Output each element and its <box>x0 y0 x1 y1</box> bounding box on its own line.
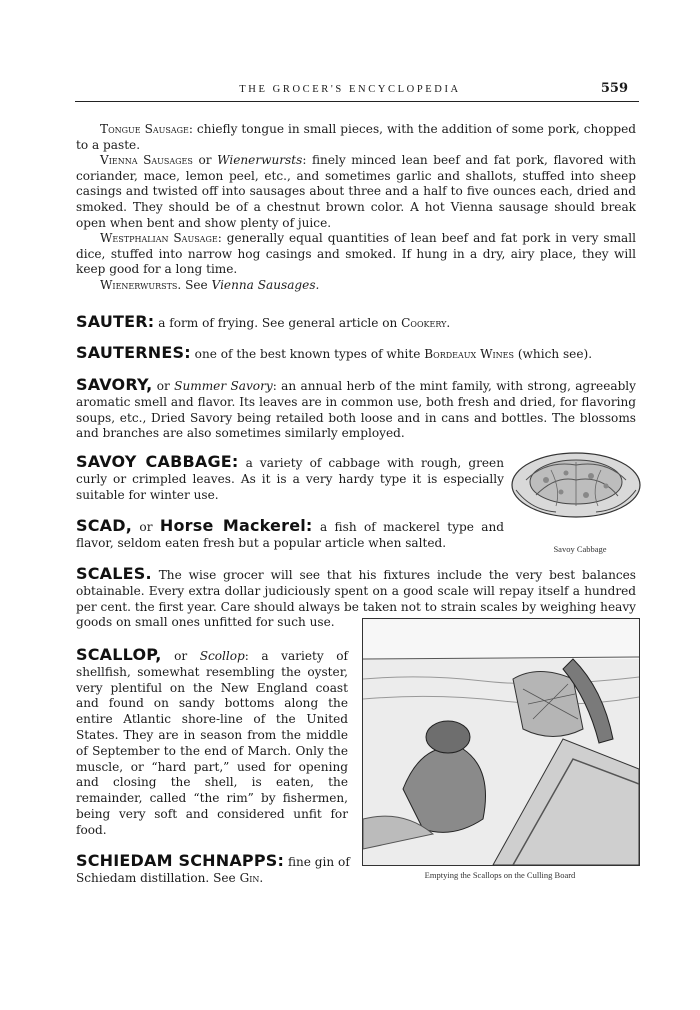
entry-savory: SAVORY, or Summer Savory: an annual herb of the mint family, with strong, agreeably aromatic smell and flavor. Its leaves are in common use, both fresh and dried, for flavoring soups, etc., Dried Savory being retailed both loose and in cans and bottles. The blossoms and branches are also sometimes similarly employed. <box>76 375 637 441</box>
entry-vienna-sausages: Vienna Sausages or Wienerwursts: finely minced lean beef and fat pork, flavored with coriander, mace, lemon peel, etc., and sometimes garlic and shallots, stuffed into sheep casings and twisted off into sausages about three and a half to five ounces each, dried and smoked. They should be of a chestnut brown color. A hot Vienna sausage should break open when bent and show plenty of juice. <box>76 153 636 230</box>
entry-scallop: SCALLOP, or Scollop: a variety of shellfish, somewhat resembling the oyster, very plentiful on the New England coast and found on sandy bottoms along the entire Atlantic shore-line of the United States. They are in season from the middle of September to the end of March. Only the muscle, or “hard part,” used for opening and closing the shell, is eaten, the remainder, called “the rim” by fishermen, being very soft and considered unfit for food. <box>76 645 348 837</box>
scallop-boat-illustration <box>362 618 640 866</box>
sausage-entries <box>76 122 636 294</box>
savoy-cabbage-illustration <box>506 440 646 540</box>
cabbage-caption: Savoy Cabbage <box>553 544 607 554</box>
entry-wienerwursts: Wienerwursts. See Vienna Sausages. <box>100 277 320 292</box>
entry-scales: SCALES. The wise grocer will see that his fixtures include the very best balances obtainable. Every extra dollar judiciously spent on a good scale will repay itself a hundred per cent. the first year. Care should always be taken not to strain scales by weighing heavy goods on small ones unfitted for such use. <box>76 564 636 630</box>
scallop-caption: Emptying the Scallops on the Culling Board <box>424 870 576 880</box>
entry-sauternes: SAUTERNES: one of the best known types of white Bordeaux Wines (which see). <box>76 343 593 362</box>
entry-sauter: SAUTER: a form of frying. See general article on Cookery. <box>76 312 451 331</box>
entry-scad: SCAD, or Horse Mackerel: a fish of mackerel type and flavor, seldom eaten fresh but a popular article when salted. <box>76 516 505 550</box>
header-rule <box>75 101 639 102</box>
page-number: 559 <box>600 81 628 96</box>
running-header: THE GROCER'S ENCYCLOPEDIA <box>239 84 461 95</box>
entry-tongue-sausage: Tongue Sausage: chiefly tongue in small pieces, with the addition of some pork, chopped to a paste. <box>76 122 636 152</box>
entry-savoy-cabbage: SAVOY CABBAGE: a variety of cabbage with rough, green curly or crimpled leaves. As it is a very hardy type it is especially suitable for winter use. <box>76 452 504 502</box>
entry-westphalian-sausage: Westphalian Sausage: generally equal quantities of lean beef and fat pork in very small dice, stuffed into narrow hog casings and smoked. If hung in a dry, airy place, they will keep good for a long time. <box>76 231 636 277</box>
entry-schiedam-schnapps: SCHIEDAM SCHNAPPS: fine gin of Schiedam distillation. See Gin. <box>76 851 350 885</box>
